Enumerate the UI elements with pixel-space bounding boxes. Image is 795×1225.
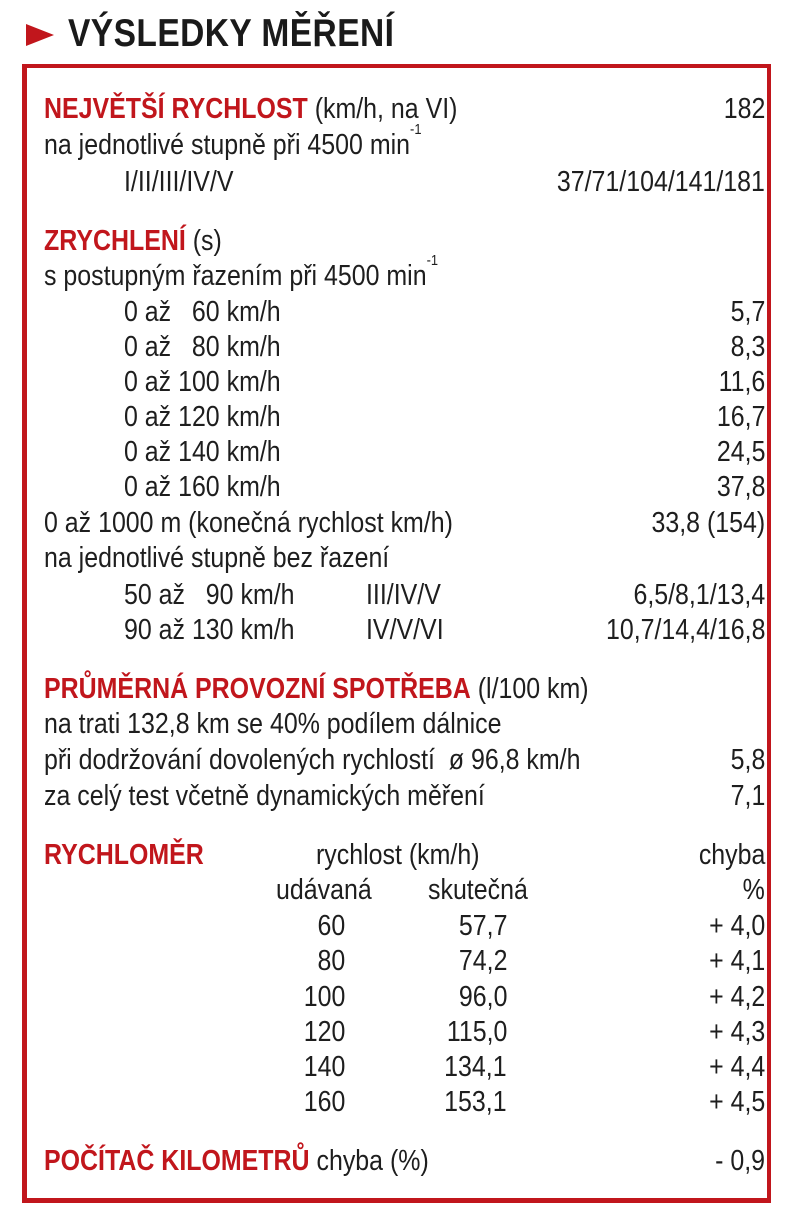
exponent: -1 [410, 121, 422, 139]
acceleration-subtitle: s postupným řazením při 4500 $\min^{-1}$ [44, 252, 439, 292]
odometer-heading [44, 1144, 491, 1178]
max-speed-gears-value: 37/71/104/141/181 [556, 166, 765, 198]
acceleration-row-value: 24,5 [716, 436, 765, 468]
speedometer-indicated: 140 [303, 1051, 345, 1083]
speedometer-indicated: 120 [303, 1016, 345, 1048]
elastic-row-gears: IV/V/VI [366, 614, 444, 646]
acceleration-row-label: 0 až 60 km/h [124, 296, 281, 328]
consumption-line2: při dodržování dovolených rychlostí ø 96,8 km/h [44, 744, 581, 776]
elastic-title: na jednotlivé stupně bez řazení [44, 542, 390, 574]
elastic-row-value: 6,5/8,1/13,4 [633, 579, 765, 611]
acceleration-row-label: 0 až 120 km/h [124, 401, 281, 433]
speedometer-error: + 4,2 [708, 981, 765, 1013]
triangle-bullet-icon [26, 24, 54, 46]
speedometer-title: RYCHLOMĚR [44, 839, 204, 871]
acceleration-row-value: 5,7 [730, 296, 765, 328]
page-title: VÝSLEDKY MĚŘENÍ [68, 12, 395, 55]
odometer-value: - 0,9 [715, 1145, 765, 1177]
speedometer-actual: 96,0 [458, 981, 507, 1013]
acceleration-row-label: 0 až 160 km/h [124, 471, 281, 503]
consumption-line2-value: 5,8 [730, 744, 765, 776]
max-speed-gears-line: na jednotlivé stupně při 4500 $\min^{-1}$ [44, 121, 422, 161]
acceleration-row-label: 0 až 140 km/h [124, 436, 281, 468]
consumption-line3-value: 7,1 [730, 780, 765, 812]
acceleration-row-value: 37,8 [716, 471, 765, 503]
acceleration-row-value: 11,6 [718, 366, 765, 398]
max-speed-value: 182 [723, 93, 765, 125]
speedometer-col-percent: % [742, 874, 765, 906]
km-row-label: 0 až 1000 m (konečná rychlost km/h) [44, 507, 453, 539]
acceleration-row-value: 16,7 [716, 401, 765, 433]
speedometer-actual: 57,7 [458, 910, 507, 942]
consumption-line3: za celý test včetně dynamických měření [44, 780, 485, 812]
speedometer-indicated: 60 [317, 910, 345, 942]
speedometer-indicated: 100 [303, 981, 345, 1013]
speedometer-error: + 4,4 [708, 1051, 765, 1083]
max-speed-gears-label: I/II/III/IV/V [124, 166, 234, 198]
consumption-title: PRŮMĚRNÁ PROVOZNÍ SPOTŘEBA [44, 673, 471, 705]
speedometer-error: + 4,0 [708, 910, 765, 942]
speedometer-col-speed: rychlost (km/h) [316, 839, 480, 871]
max-speed-title: NEJVĚTŠÍ RYCHLOST [44, 93, 308, 125]
elastic-row-label: 50 až 90 km/h [124, 579, 295, 611]
speedometer-actual: 153,1 [444, 1086, 507, 1118]
consumption-heading [44, 672, 677, 706]
speedometer-indicated: 160 [303, 1086, 345, 1118]
speedometer-actual: 134,1 [444, 1051, 507, 1083]
acceleration-row-label: 0 až 80 km/h [124, 331, 281, 363]
speedometer-col-actual: skutečná [428, 874, 528, 906]
speedometer-actual: 74,2 [458, 945, 507, 977]
odometer-unit: chyba (%) [316, 1145, 429, 1177]
km-row-value: 33,8 (154) [651, 507, 765, 539]
speedometer-error: + 4,1 [708, 945, 765, 977]
odometer-title: POČÍTAČ KILOMETRŮ [44, 1145, 310, 1177]
exponent: -1 [426, 252, 439, 270]
max-speed-unit: (km/h, na VI) [314, 93, 458, 125]
acceleration-unit: (s) [192, 225, 222, 257]
acceleration-row-value: 8,3 [730, 331, 765, 363]
speedometer-col-error: chyba [698, 839, 765, 871]
consumption-line1: na trati 132,8 km se 40% podílem dálnice [44, 708, 502, 740]
acceleration-row-label: 0 až 100 km/h [124, 366, 281, 398]
speedometer-error: + 4,3 [708, 1016, 765, 1048]
elastic-row-value: 10,7/14,4/16,8 [605, 614, 765, 646]
max-speed-heading [44, 92, 525, 126]
speedometer-col-indicated: udávaná [276, 874, 372, 906]
elastic-row-label: 90 až 130 km/h [124, 614, 295, 646]
speedometer-indicated: 80 [317, 945, 345, 977]
consumption-unit: (l/100 km) [477, 673, 589, 705]
acceleration-title: ZRYCHLENÍ [44, 225, 186, 257]
speedometer-error: + 4,5 [708, 1086, 765, 1118]
header [0, 0, 795, 64]
acceleration-heading [44, 224, 251, 258]
elastic-row-gears: III/IV/V [366, 579, 441, 611]
speedometer-actual: 115,0 [446, 1016, 507, 1048]
